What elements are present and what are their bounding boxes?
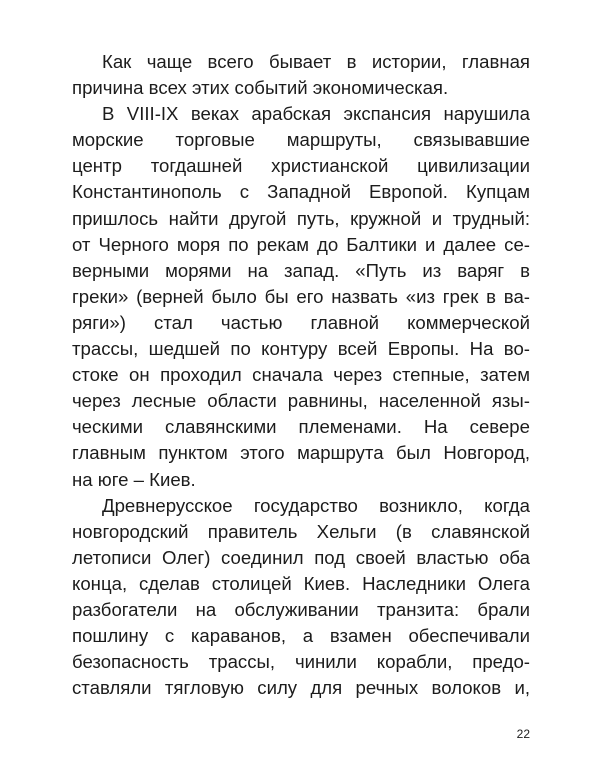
text-line: летописи Олег) соединил под своей властью оба	[72, 546, 530, 568]
text-line: Древнерусское государство возникло, когда	[102, 494, 530, 516]
text-line: разбогатели на обслуживании транзита: брали	[72, 598, 530, 620]
text-line: причина всех этих событий экономическая.	[72, 77, 449, 99]
text-line: В VIII-IX веках арабская экспансия нарушила	[102, 103, 530, 125]
text-line: Константинополь с Западной Европой. Купцам	[72, 181, 530, 203]
text-line: новгородский правитель Хельги (в славянской	[72, 520, 530, 542]
text-line: центр тогдашней христианской цивилизации	[72, 155, 530, 177]
text-line: конца, сделав столицей Киев. Наследники Олега	[72, 572, 530, 594]
text-line: трассы, шедшей по контуру всей Европы. На во-	[72, 338, 530, 360]
text-line: морские торговые маршруты, связывавшие	[72, 129, 530, 151]
text-line: пришлось найти другой путь, кружной и трудный:	[72, 207, 530, 229]
text-line: ряги») стал частью главной коммерческой	[72, 311, 530, 333]
text-line: верными морями на запад. «Путь из варяг в	[72, 259, 530, 281]
text-line: Как чаще всего бывает в истории, главная	[102, 51, 530, 72]
text-line: пошлину с караванов, а взамен обеспечивали	[72, 625, 530, 647]
text-line: ческими славянскими племенами. На севере	[72, 416, 530, 438]
text-line: главным пунктом этого маршрута был Новгород,	[72, 442, 530, 464]
text-line: ставляли тягловую силу для речных волоков и,	[72, 677, 530, 699]
text-line: от Черного моря по рекам до Балтики и далее се-	[72, 233, 530, 255]
body-text	[72, 49, 530, 701]
text-line: греки» (верней было бы его назвать «из грек в ва-	[72, 285, 530, 307]
text-line: безопасность трассы, чинили корабли, предо-	[72, 651, 530, 673]
text-line: на юге – Киев.	[72, 468, 196, 490]
page-number: 22	[516, 727, 530, 741]
text-line: стоке он проходил сначала через степные, затем	[72, 364, 530, 386]
text-line: через лесные области равнины, населенной язы-	[72, 390, 530, 412]
